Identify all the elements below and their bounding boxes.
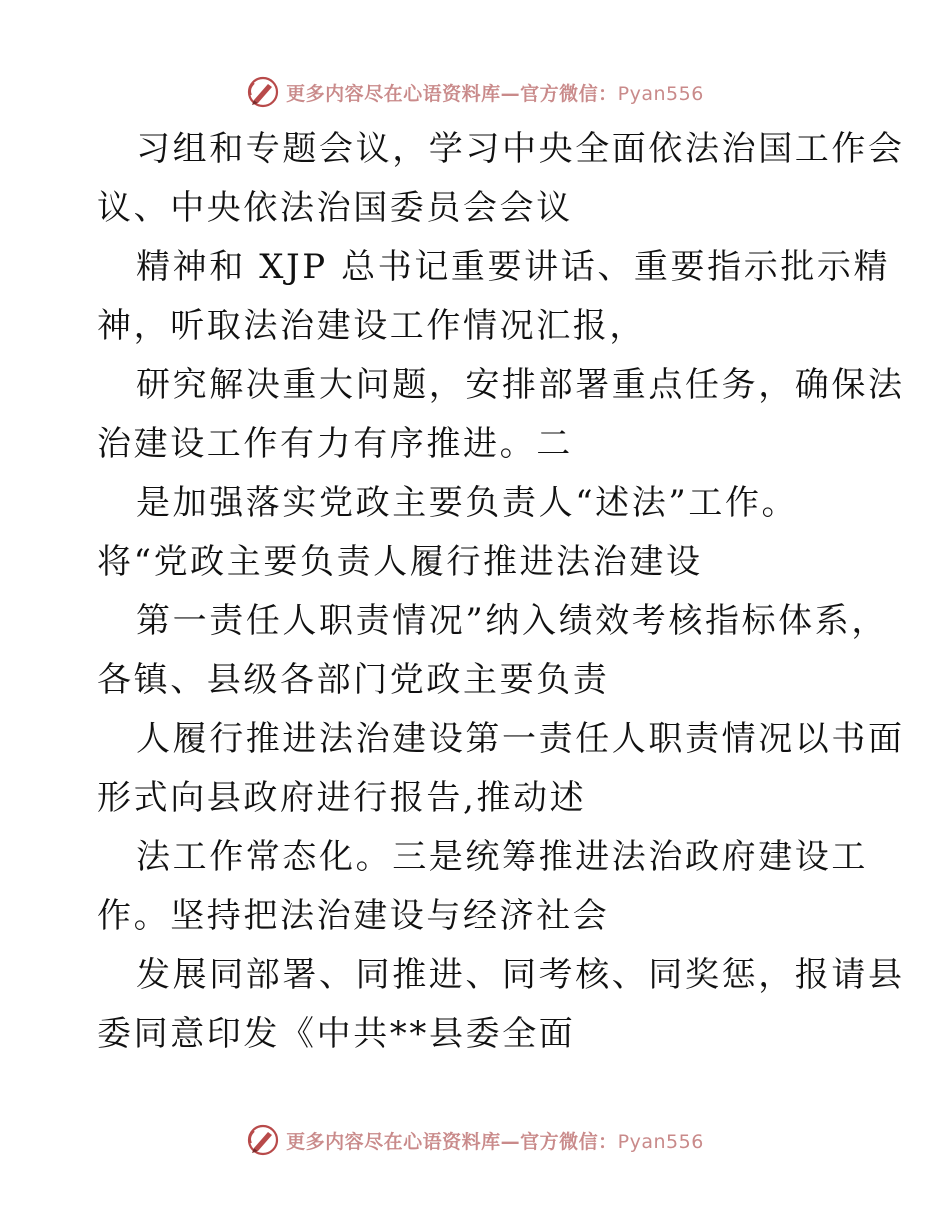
header-watermark-banner [0,72,950,112]
header-watermark-label: 更多内容尽在心语资料库—官方微信： [286,82,618,105]
footer-watermark-wechat: Pyan556 [617,1130,704,1153]
text-line: 将“党政主要负责人履行推进法治建设 [97,542,703,582]
text-line: 发展同部署、同推进、同考核、同奖惩，报请县 [136,955,905,995]
text-line: 议、中央依法治国委员会会议 [97,188,573,228]
footer-watermark-banner [0,1120,950,1160]
text-line: 是加强落实党政主要负责人“述法”工作。 [136,483,799,523]
text-line: 委同意印发《中共**县委全面 [97,1014,576,1054]
text-line: 治建设工作有力有序推进。二 [97,424,573,464]
text-line: 第一责任人职责情况”纳入绩效考核指标体系， [136,601,888,641]
header-watermark-wechat: Pyan556 [617,82,704,105]
text-line: 各镇、县级各部门党政主要负责 [97,660,610,700]
footer-watermark-label: 更多内容尽在心语资料库—官方微信： [286,1130,618,1153]
text-line: 研究解决重大问题，安排部署重点任务，确保法 [136,365,905,405]
text-line: 神，听取法治建设工作情况汇报， [97,306,646,346]
pen-circle-logo-icon [246,75,280,109]
text-line: 作。坚持把法治建设与经济社会 [97,896,610,936]
text-line: 人履行推进法治建设第一责任人职责情况以书面 [136,719,905,759]
text-line: 精神和 XJP 总书记重要讲话、重要指示批示精 [136,247,891,287]
text-line: 习组和专题会议，学习中央全面依法治国工作会 [136,129,905,169]
header-watermark-text [286,79,704,106]
footer-watermark-text [286,1127,704,1154]
text-line: 形式向县政府进行报告,推动述 [97,778,587,818]
text-line: 法工作常态化。三是统筹推进法治政府建设工 [136,837,868,877]
pen-circle-logo-icon [246,1123,280,1157]
document-body [97,120,905,1064]
